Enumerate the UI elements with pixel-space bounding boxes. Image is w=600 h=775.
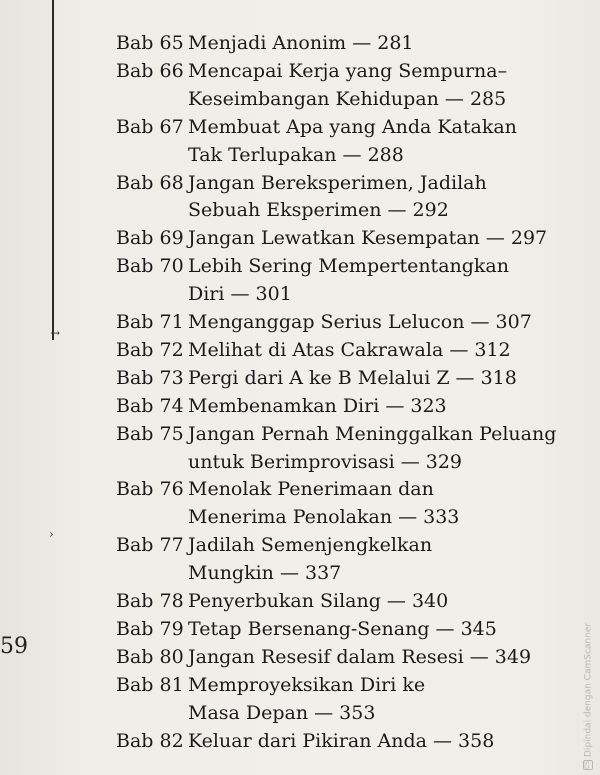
- chapter-label: Bab 78: [116, 590, 184, 612]
- chapter-title: Memproyeksikan Diri ke: [188, 673, 426, 696]
- chapter-title: Diri — 301: [188, 283, 292, 306]
- chapter-title: Menganggap Serius Lelucon — 307: [188, 311, 532, 333]
- chapter-label: Bab 71: [116, 311, 184, 333]
- scanner-watermark: [583, 623, 594, 770]
- chapter-title: Keseimbangan Kehidupan — 285: [188, 87, 507, 110]
- chapter-label: Bab 75: [116, 422, 184, 445]
- chapter-title: Menerima Penolakan — 333: [188, 506, 460, 529]
- chapter-title: Jangan Resesif dalam Resesi — 349: [188, 645, 532, 668]
- chapter-label: Bab 80: [116, 645, 184, 668]
- chapter-label: Bab 70: [116, 255, 184, 278]
- chapter-title: Mencapai Kerja yang Sempurna–: [188, 59, 508, 82]
- chapter-title: Jangan Lewatkan Kesempatan — 297: [188, 227, 548, 250]
- chapter-title: Membuat Apa yang Anda Katakan: [188, 115, 517, 138]
- chapter-label: Bab 68: [116, 171, 184, 194]
- chapter-title: Jangan Pernah Meninggalkan Peluang: [188, 422, 557, 445]
- chapter-title: Melihat di Atas Cakrawala — 312: [188, 338, 511, 361]
- chapter-label: Bab 77: [116, 534, 184, 557]
- chapter-label: Bab 66: [116, 59, 184, 82]
- chapter-label: Bab 72: [116, 338, 184, 361]
- chapter-title: Penyerbukan Silang — 340: [188, 590, 449, 612]
- chapter-title: Keluar dari Pikiran Anda — 358: [188, 729, 495, 752]
- chapter-label: Bab 74: [116, 394, 184, 417]
- chapter-title: untuk Berimprovisasi — 329: [188, 450, 463, 473]
- chapter-label: Bab 67: [116, 115, 184, 138]
- margin-mark: →: [50, 326, 61, 340]
- page-number: 59: [0, 634, 28, 659]
- chapter-title: Tetap Bersenang-Senang — 345: [188, 617, 497, 640]
- chapter-title: Sebuah Eksperimen — 292: [188, 199, 449, 222]
- chapter-label: Bab 65: [116, 32, 184, 54]
- camscanner-icon: CS: [584, 761, 591, 769]
- page-edge-line: [52, 0, 54, 340]
- chapter-label: Bab 81: [116, 673, 184, 696]
- chapter-title: Tak Terlupakan — 288: [188, 143, 404, 166]
- chapter-label: Bab 76: [116, 478, 184, 501]
- chapter-label: Bab 73: [116, 366, 184, 389]
- watermark-text: Dipindai dengan CamScanner: [583, 622, 594, 757]
- chapter-title: Menolak Penerimaan dan: [188, 478, 434, 501]
- chapter-label: Bab 69: [116, 227, 184, 250]
- chapter-title: Mungkin — 337: [188, 562, 342, 585]
- chapter-title: Menjadi Anonim — 281: [188, 32, 414, 54]
- chapter-title: Lebih Sering Mempertentangkan: [188, 255, 509, 278]
- chapter-label: Bab 79: [116, 617, 184, 640]
- margin-mark: ›: [49, 527, 54, 541]
- chapter-title: Masa Depan — 353: [188, 701, 376, 724]
- chapter-title: Jangan Bereksperimen, Jadilah: [188, 171, 487, 194]
- chapter-label: Bab 82: [116, 729, 184, 752]
- chapter-title: Membenamkan Diri — 323: [188, 394, 447, 417]
- chapter-title: Pergi dari A ke B Melalui Z — 318: [188, 366, 517, 389]
- chapter-title: Jadilah Semenjengkelkan: [188, 534, 433, 557]
